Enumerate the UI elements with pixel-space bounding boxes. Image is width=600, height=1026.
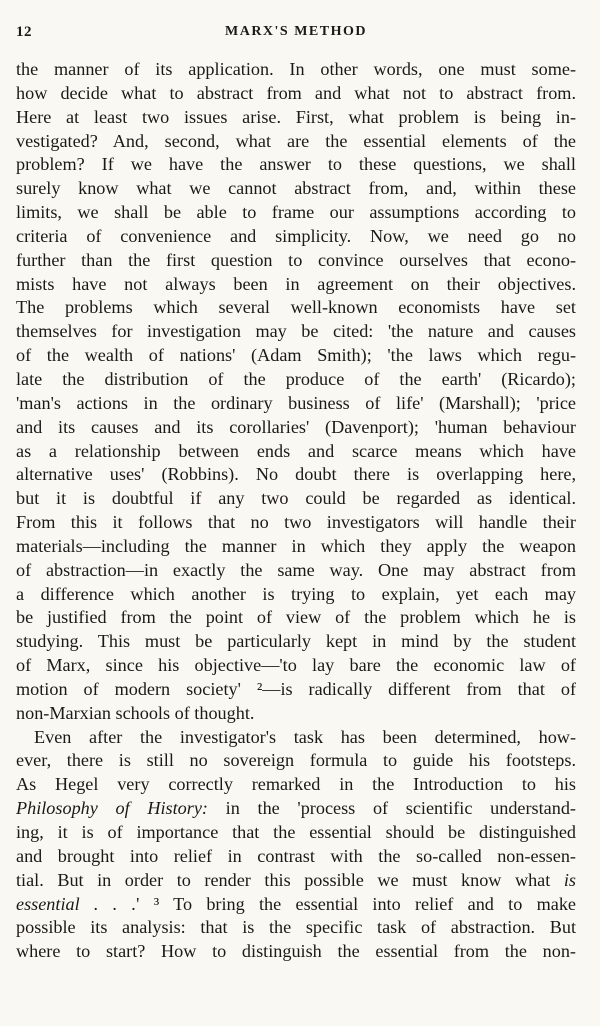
page-number: 12 xyxy=(16,24,32,40)
paragraph-2 xyxy=(16,726,576,964)
running-title: MARX'S METHOD xyxy=(225,24,367,39)
text-line: problem? If we have the answer to these questions, we shall xyxy=(16,154,576,175)
text-line: where to start? How to distinguish the essential from the non- xyxy=(16,941,576,962)
text-line: further than the first question to convince ourselves that econo- xyxy=(16,249,576,270)
text-line: From this it follows that no two investigators will handle their xyxy=(16,512,576,533)
text-line: late the distribution of the produce of the earth' (Ricardo); xyxy=(16,368,576,389)
text-line: materials—including the manner in which they apply the weapon xyxy=(16,535,576,556)
text-line: tial. But in order to render this possible we must know what is xyxy=(16,869,576,890)
text-line: of abstraction—in exactly the same way. One may abstract from xyxy=(16,559,576,580)
text-line: be justified from the point of view of the problem which he is xyxy=(16,607,576,628)
text-line: ing, it is of importance that the essential should be distinguished xyxy=(16,822,576,842)
text-line: and its causes and its corollaries' (Davenport); 'human behaviour xyxy=(16,416,576,437)
text-line: limits, we shall be able to frame our assumptions according to xyxy=(16,202,576,223)
text-line: criteria of convenience and simplicity. Now, we need go no xyxy=(16,225,576,246)
emphasis: is xyxy=(550,869,576,890)
text-line: themselves for investigation may be cited: 'the nature and causes xyxy=(16,321,576,342)
text-line: alternative uses' (Robbins). No doubt there is overlapping here, xyxy=(16,464,576,485)
text-line: studying. This must be particularly kept in mind by the student xyxy=(16,631,576,652)
paragraph-1 xyxy=(16,58,576,726)
text-line: how decide what to abstract from and what not to abstract from. xyxy=(16,82,576,103)
text-line: as a relationship between ends and scarce means which have xyxy=(16,440,576,461)
text-line: essential . . .' ³ To bring the essential into relief and to make xyxy=(16,893,576,914)
text-line: and brought into relief in contrast with the so-called non-essen- xyxy=(16,845,576,866)
text-line: a difference which another is trying to explain, yet each may xyxy=(16,583,576,604)
text-line: Here at least two issues arise. First, what problem is being in- xyxy=(16,106,576,127)
emphasis: Philosophy of History: xyxy=(16,798,208,819)
text-line: The problems which several well-known economists have set xyxy=(16,297,576,318)
text-line: vestigated? And, second, what are the essential elements of the xyxy=(16,130,576,151)
text-line: motion of modern society' ²—is radically different from that of xyxy=(16,678,576,699)
emphasis: essential . . . xyxy=(16,893,137,914)
text-line: 'man's actions in the ordinary business of life' (Marshall); 'price xyxy=(16,392,576,413)
text-line: Philosophy of History: in the 'process of scientific understand- xyxy=(16,798,576,819)
text-line: non-Marxian schools of thought. xyxy=(16,702,255,723)
text-line: mists have not always been in agreement on their objectives. xyxy=(16,273,576,294)
text-line: but it is doubtful if any two could be regarded as identical. xyxy=(16,488,576,509)
body-text xyxy=(16,58,576,964)
text-line: As Hegel very correctly remarked in the Introduction to his xyxy=(16,774,576,795)
text-line: Even after the investigator's task has been determined, how- xyxy=(34,726,576,747)
running-head xyxy=(16,24,576,48)
text-line: of Marx, since his objective—'to lay bare the economic law of xyxy=(16,655,576,676)
text-line: of the wealth of nations' (Adam Smith); 'the laws which regu- xyxy=(16,345,576,366)
text-line: surely know what we cannot abstract from, and, within these xyxy=(16,178,576,199)
text-line: ever, there is still no sovereign formula to guide his footsteps. xyxy=(16,750,576,771)
text-line: possible its analysis: that is the specific task of abstraction. But xyxy=(16,917,576,938)
text-line: the manner of its application. In other words, one must some- xyxy=(16,59,576,79)
